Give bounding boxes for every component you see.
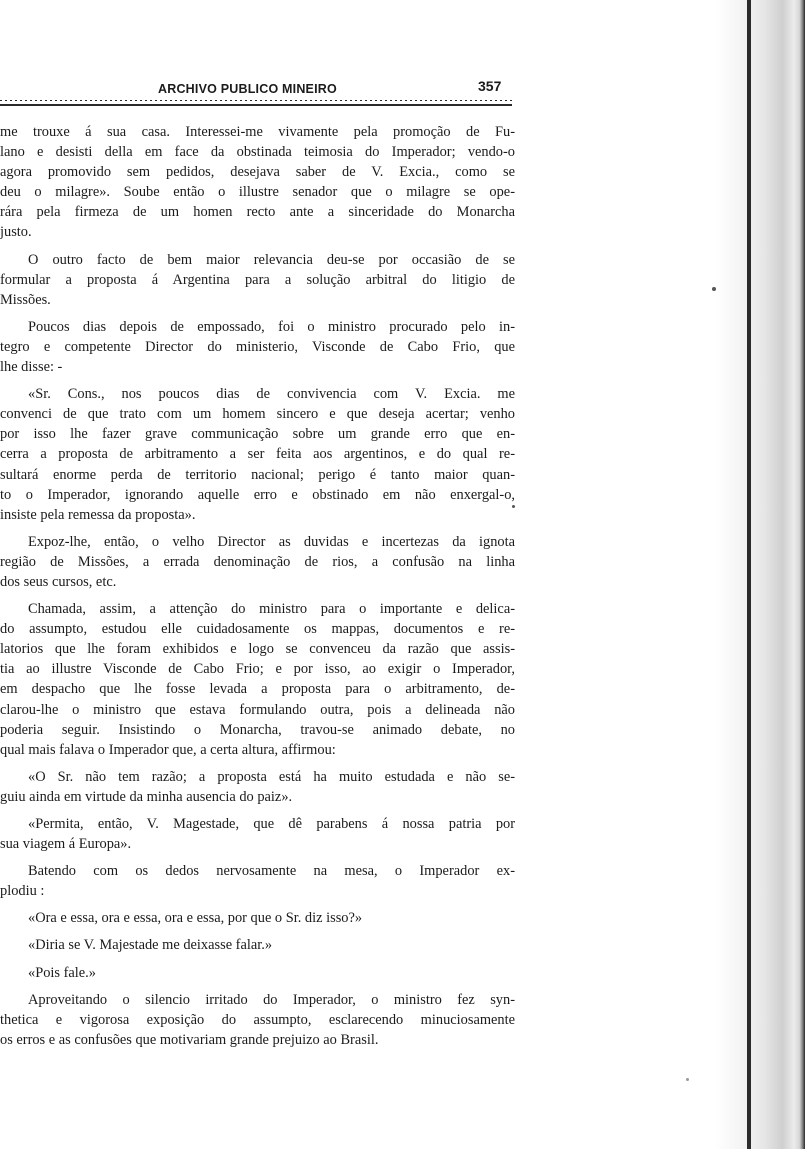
text-line: «Ora e essa, ora e essa, ora e essa, por que o Sr. diz isso?» <box>28 910 363 927</box>
text-line: dos seus cursos, etc. <box>0 573 117 590</box>
text-line: O outro facto de bem maior relevancia deu-se por occasião de se <box>28 251 515 268</box>
text-line: poderia seguir. Insistindo o Monarcha, travou-se animado debate, no <box>0 721 515 738</box>
text-line: Aproveitando o silencio irritado do Imperador, o ministro fez syn- <box>28 991 515 1008</box>
text-line: do assumpto, estudou elle cuidadosamente os mappas, documentos e re- <box>0 621 515 638</box>
paragraph <box>0 317 515 377</box>
binding-edge <box>747 0 751 1149</box>
text-line: «Pois fale.» <box>28 964 96 981</box>
text-line: guiu ainda em virtude da minha ausencia do paiz». <box>0 788 293 805</box>
page-number: 357 <box>478 78 502 94</box>
text-line: clarou-lhe o ministro que estava formulando outra, pois a delineada não <box>0 701 515 718</box>
text-line: «Sr. Cons., nos poucos dias de convivencia com V. Excia. me <box>28 386 515 403</box>
body-text <box>0 122 515 1057</box>
text-line: qual mais falava o Imperador que, a certa altura, affirmou: <box>0 741 336 758</box>
text-line: Batendo com os dedos nervosamente na mesa, o Imperador ex- <box>28 863 515 880</box>
text-line: formular a proposta á Argentina para a solução arbitral do litigio de <box>0 271 515 288</box>
header-rule <box>0 100 512 106</box>
text-line: insiste pela remessa da proposta». <box>0 506 196 523</box>
text-line: tegro e competente Director do ministerio, Visconde de Cabo Frio, que <box>0 338 515 355</box>
book-spine-shadow <box>715 0 805 1149</box>
text-line: região de Missões, a errada denominação de rios, a confusão na linha <box>0 553 515 570</box>
paragraph <box>0 935 515 955</box>
paragraph <box>0 250 515 310</box>
text-line: plodiu : <box>0 883 45 900</box>
text-line: rára pela firmeza de um homen recto ante a sinceridade do Monarcha <box>0 204 515 221</box>
text-line: lhe disse: - <box>0 359 63 376</box>
paragraph <box>0 767 515 807</box>
text-line: cerra a proposta de arbitramento a ser feita aos argentinos, e do qual re- <box>0 446 515 463</box>
page-header <box>0 78 515 102</box>
text-line: «Permita, então, V. Magestade, que dê parabens á nossa patria por <box>28 816 515 832</box>
text-line: «Diria se V. Majestade me deixasse falar.» <box>28 937 273 954</box>
paragraph <box>0 532 515 592</box>
text-line: os erros e as confusões que motivariam grande prejuizo ao Brasil. <box>0 1031 379 1048</box>
text-line: latorios que lhe foram exhibidos e logo se convenceu da razão que assis- <box>0 641 515 658</box>
text-line: em despacho que lhe fosse levada a proposta para o arbitramento, de- <box>0 681 515 698</box>
text-line: convenci de que trato com um homem sincero e que deseja acertar; venho <box>0 406 515 423</box>
text-line: me trouxe á sua casa. Interessei-me vivamente pela promoção de Fu- <box>0 124 515 140</box>
text-line: sua viagem á Europa». <box>0 836 132 853</box>
text-line: «O Sr. não tem razão; a proposta está ha muito estudada e não se- <box>28 768 515 785</box>
text-line: Missões. <box>0 291 51 308</box>
paragraph <box>0 384 515 525</box>
paragraph <box>0 990 515 1050</box>
paragraph <box>0 963 515 983</box>
text-line: Poucos dias depois de empossado, foi o ministro procurado pelo in- <box>28 318 515 335</box>
text-line: por isso lhe fazer grave communicação sobre um grande erro que en- <box>0 426 515 443</box>
text-line: justo. <box>0 224 32 241</box>
paragraph <box>0 814 515 854</box>
text-line: deu o milagre». Soube então o illustre senador que o milagre se ope- <box>0 184 515 201</box>
text-line: thetica e vigorosa exposição do assumpto, esclarecendo minuciosamente <box>0 1011 515 1028</box>
text-line: agora promovido sem pedidos, desejava saber de V. Excia., como se <box>0 164 515 181</box>
text-line: sultará enorme perda de territorio nacional; perigo é tanto maior quan- <box>0 466 515 483</box>
text-line: to o Imperador, ignorando aquelle erro e obstinado em não enxergal-o, <box>0 486 515 503</box>
paragraph <box>0 122 515 243</box>
paragraph <box>0 599 515 760</box>
text-line: Chamada, assim, a attenção do ministro para o importante e delica- <box>28 601 515 618</box>
text-line: Expoz-lhe, então, o velho Director as duvidas e incertezas da ignota <box>28 533 515 550</box>
text-line: tia ao illustre Visconde de Cabo Frio; e por isso, ao exigir o Imperador, <box>0 661 515 678</box>
running-title: ARCHIVO PUBLICO MINEIRO <box>158 82 337 96</box>
paragraph <box>0 908 515 928</box>
text-line: lano e desisti della em face da obstinada teimosia do Imperador; vendo-o <box>0 144 515 161</box>
paragraph <box>0 861 515 901</box>
scan-speck <box>512 505 515 508</box>
scan-speck <box>686 1078 689 1081</box>
scan-speck <box>712 287 716 291</box>
